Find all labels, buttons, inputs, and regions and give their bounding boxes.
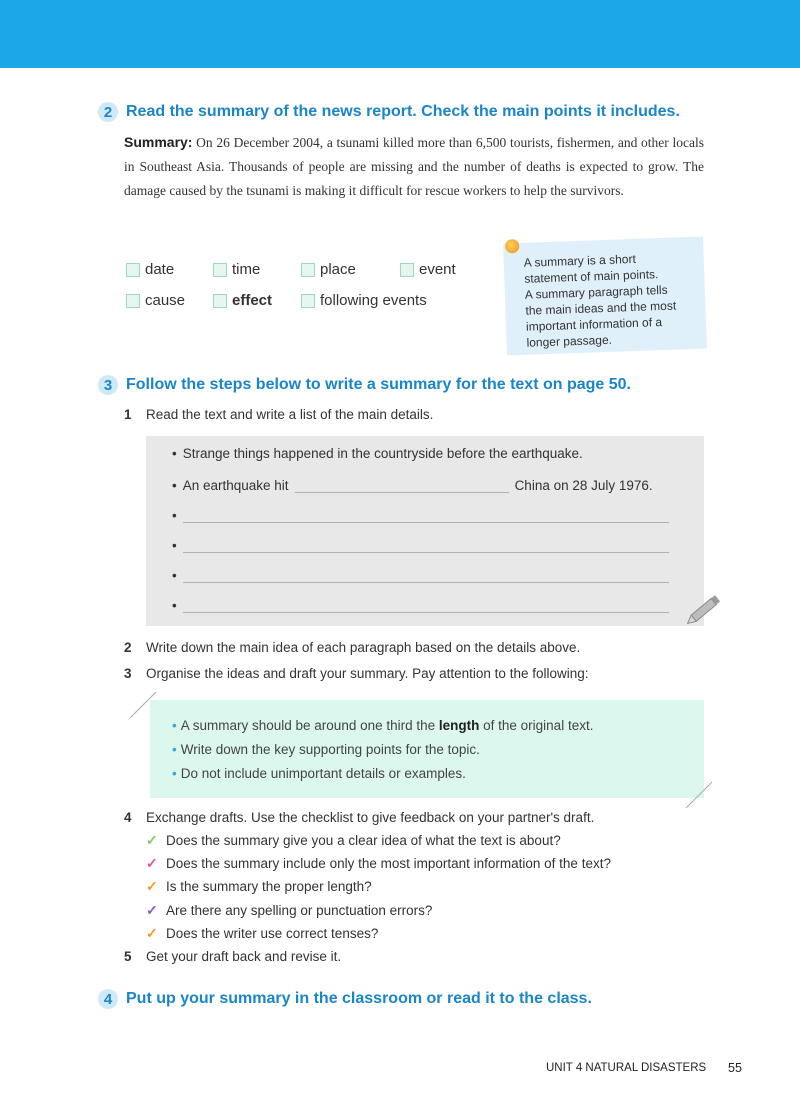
step-number: 1 (124, 407, 132, 422)
checkbox-effect[interactable] (213, 292, 272, 309)
tip-text: Do not include unimportant details or examples. (180, 766, 466, 781)
checkbox-label: event (419, 261, 456, 278)
checklist-text: Is the summary the proper length? (166, 879, 372, 894)
detail-line-6 (172, 598, 669, 613)
detail-line-4 (172, 538, 669, 553)
blank-answer-line[interactable] (183, 508, 669, 523)
detail-text-start: An earthquake hit (182, 478, 289, 493)
checklist-item (146, 902, 432, 919)
bullet: • (172, 446, 177, 461)
summary-text: On 26 December 2004, a tsunami killed more than 6,500 tourists, fishermen, and other locals in Southeast Asia. Thousands of people are missing and the number of deaths is expected to grow. The damage caused by the tsunami is making it difficult for rescue workers to help the survivors. (124, 135, 704, 198)
step-1 (124, 407, 433, 422)
bullet: • (172, 598, 177, 613)
checkbox-label: time (232, 261, 261, 278)
corner-line-bottom-right (684, 780, 714, 810)
summary-paragraph (124, 130, 704, 203)
checklist-item (146, 925, 378, 942)
detail-line-2 (172, 478, 653, 493)
tip-line-2 (172, 742, 480, 757)
step-text: Exchange drafts. Use the checklist to give feedback on your partner's draft. (146, 810, 595, 825)
section-3-heading (98, 372, 631, 398)
checkbox-box[interactable] (213, 263, 227, 277)
bullet: • (172, 478, 177, 493)
checkbox-label: date (145, 261, 175, 278)
tip-bullet: • (172, 766, 177, 781)
checkbox-place[interactable] (301, 261, 356, 278)
footer-unit-label: UNIT 4 NATURAL DISASTERS (546, 1062, 707, 1074)
section-2-number: 2 (98, 102, 118, 122)
tip-line-1 (172, 718, 593, 733)
tip-note-line: A summary is a short (523, 251, 636, 270)
checkbox-box[interactable] (400, 263, 414, 277)
pencil-icon (686, 590, 726, 626)
tip-note-line: statement of main points. (524, 267, 659, 286)
step-number: 5 (124, 949, 132, 964)
tip-note-line: the main ideas and the most (525, 298, 677, 318)
detail-line-3 (172, 508, 669, 523)
checkbox-box[interactable] (301, 263, 315, 277)
step-2 (124, 640, 580, 655)
bullet: • (172, 538, 177, 553)
header-banner (0, 0, 800, 68)
checkbox-box[interactable] (126, 263, 140, 277)
tip-line-3 (172, 766, 466, 781)
page-number: 55 (728, 1061, 742, 1075)
tip-bullet: • (172, 742, 177, 757)
checkbox-date[interactable] (126, 261, 174, 278)
section-4-number: 4 (98, 989, 118, 1009)
checkbox-following-events[interactable] (301, 292, 427, 309)
check-icon: ✓ (146, 902, 158, 918)
section-3-number: 3 (98, 375, 118, 395)
tip-note-line: A summary paragraph tells (524, 282, 668, 302)
section-4-heading (98, 986, 592, 1012)
blank-answer-line[interactable] (183, 598, 669, 613)
section-2-title: Read the summary of the news report. Check the main points it includes. (126, 103, 680, 120)
detail-text-end: China on 28 July 1976. (514, 478, 653, 493)
section-2-heading (98, 99, 680, 125)
tip-bullet: • (172, 718, 177, 733)
checklist-text: Does the writer use correct tenses? (166, 926, 379, 941)
checkbox-time[interactable] (213, 261, 260, 278)
checkbox-cause[interactable] (126, 292, 185, 309)
step-number: 4 (124, 810, 132, 825)
checkbox-event[interactable] (400, 261, 456, 278)
checklist-item (146, 855, 611, 872)
section-3-title: Follow the steps below to write a summary for the text on page 50. (126, 376, 631, 393)
detail-line-5 (172, 568, 669, 583)
tip-note-line: longer passage. (526, 332, 613, 350)
check-icon: ✓ (146, 855, 158, 871)
detail-text: Strange things happened in the countryside before the earthquake. (182, 446, 583, 461)
check-icon: ✓ (146, 832, 158, 848)
step-text: Organise the ideas and draft your summary. Pay attention to the following: (146, 666, 589, 681)
step-5 (124, 949, 341, 964)
step-text: Read the text and write a list of the main details. (146, 407, 434, 422)
checklist-text: Does the summary give you a clear idea of what the text is about? (166, 833, 561, 848)
tip-note-line: important information of a (525, 315, 663, 334)
blank-answer-line[interactable] (295, 478, 509, 493)
check-icon: ✓ (146, 925, 158, 941)
checkbox-label: effect (232, 292, 273, 309)
step-text: Write down the main idea of each paragraph based on the details above. (146, 640, 581, 655)
check-icon: ✓ (146, 878, 158, 894)
checkbox-box[interactable] (126, 294, 140, 308)
pushpin-icon (505, 239, 519, 253)
step-3 (124, 666, 589, 681)
step-4 (124, 810, 594, 825)
checklist-item (146, 878, 372, 895)
step-number: 2 (124, 640, 132, 655)
checkbox-label: cause (145, 292, 186, 309)
checklist-text: Does the summary include only the most important information of the text? (166, 856, 611, 871)
section-4-title: Put up your summary in the classroom or read it to the class. (126, 990, 592, 1007)
step-number: 3 (124, 666, 132, 681)
tip-text: Write down the key supporting points for the topic. (180, 742, 480, 757)
checkbox-label: place (320, 261, 356, 278)
detail-line-1 (172, 446, 583, 461)
checklist-item (146, 832, 561, 849)
blank-answer-line[interactable] (183, 538, 669, 553)
blank-answer-line[interactable] (183, 568, 669, 583)
checkbox-box[interactable] (301, 294, 315, 308)
checklist-text: Are there any spelling or punctuation errors? (166, 903, 433, 918)
checkbox-label: following events (320, 292, 427, 309)
tip-text: of the original text. (479, 718, 594, 733)
tip-note (503, 237, 707, 356)
bullet: • (172, 508, 177, 523)
tip-text: A summary should be around one third the (180, 718, 439, 733)
summary-label: Summary: (124, 134, 193, 150)
bullet: • (172, 568, 177, 583)
tip-bold-word: length (438, 718, 480, 733)
step-text: Get your draft back and revise it. (146, 949, 342, 964)
checkbox-box[interactable] (213, 294, 227, 308)
tip-note-text (524, 249, 699, 351)
